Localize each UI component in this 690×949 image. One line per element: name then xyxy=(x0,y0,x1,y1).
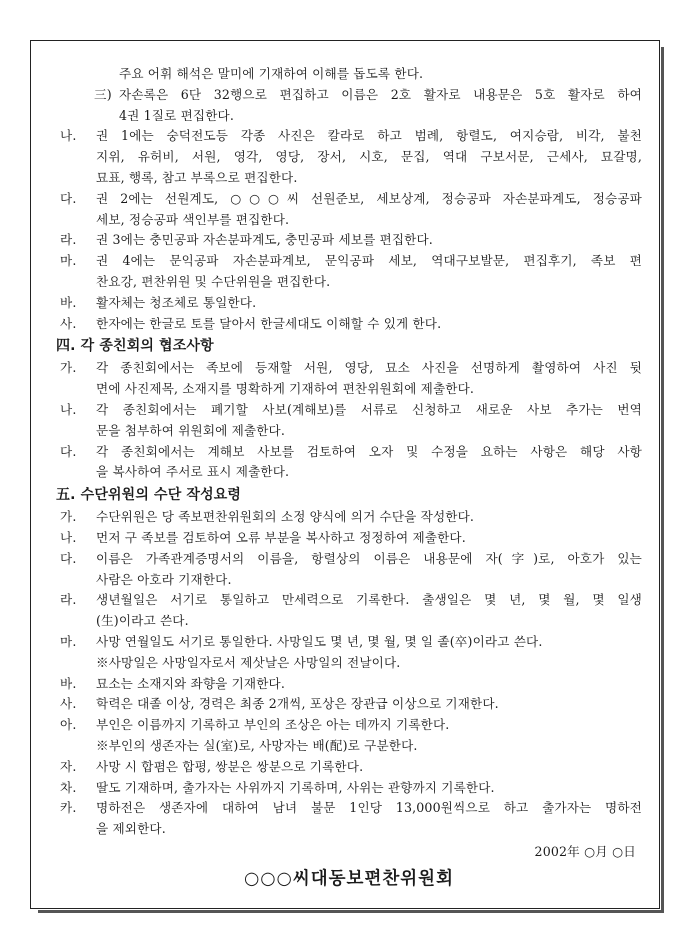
item-text: 권 4에는 문익공파 자손분파계보, 문익공파 세보, 역대구보발문, 편집후기, 족보 편 xyxy=(96,253,642,269)
item-text: 사람은 아호라 기재한다. xyxy=(96,571,232,587)
item-mark: 다. xyxy=(60,443,77,459)
item-note: ※사망일은 사망일자로서 제삿날은 사망일의 전날이다. xyxy=(96,654,401,670)
intro-item-3-cont: 4권 1질로 편집한다. xyxy=(119,107,234,123)
item-text: 묘표, 행록, 참고 부록으로 편집한다. xyxy=(96,169,298,185)
item-text: (生)이라고 쓴다. xyxy=(96,613,189,629)
section-5-list xyxy=(56,507,642,840)
item-text: 한자에는 한글로 토를 달아서 한글세대도 이해할 수 있게 한다. xyxy=(96,315,442,331)
list-item xyxy=(56,126,642,147)
item-text: 부인은 이름까지 기록하고 부인의 조상은 아는 데까지 기록한다. xyxy=(96,717,450,733)
document-date: 2002年 ○月 ○日 xyxy=(534,843,636,859)
item-text: 활자체는 청조체로 통일한다. xyxy=(96,294,257,310)
item-mark: 차. xyxy=(60,779,77,795)
item-text: 생년월일은 서기로 통일하고 만세력으로 기록한다. 출생일은 몇 년, 몇 월, 몇 일생 xyxy=(96,592,642,608)
item-text: 각 종친회에서는 폐기할 사보(계해보)를 서류로 신청하고 새로운 사보 추가는 번역 xyxy=(96,401,642,417)
list-item xyxy=(56,674,642,695)
item-text: 권 2에는 선원계도, ○○○씨 선원준보, 세보상계, 정승공파 자손분파계도, 정승공파 xyxy=(96,190,642,206)
item-mark: 마. xyxy=(60,253,77,269)
section-3-list xyxy=(56,126,642,334)
list-item xyxy=(56,715,642,736)
list-item xyxy=(56,400,642,421)
document-body xyxy=(56,64,642,889)
item-mark: 三) xyxy=(94,86,112,102)
item-mark: 자. xyxy=(60,758,77,774)
list-item-continuation xyxy=(56,147,642,168)
item-text: 딸도 기재하며, 출가자는 사위까지 기록하며, 사위는 관향까지 기록한다. xyxy=(96,779,495,795)
list-item-continuation xyxy=(56,611,642,632)
list-item-continuation xyxy=(56,210,642,231)
item-text: 명하전은 생존자에 대하여 남녀 불문 1인당 13,000원씩으로 하고 출가자는 명하전 xyxy=(96,800,642,816)
section-4-title: 四. 각 종친회의 협조사항 xyxy=(56,338,214,355)
list-item xyxy=(56,230,642,251)
list-item xyxy=(56,293,642,314)
item-mark: 나. xyxy=(60,529,77,545)
item-mark: 아. xyxy=(60,717,77,733)
item-text: 각 종친회에서는 계해보 사보를 검토하여 오자 및 수정을 요하는 사항은 해당 사항 xyxy=(96,443,642,459)
item-text: 수단위원은 당 족보편찬위원회의 소정 양식에 의거 수단을 작성한다. xyxy=(96,509,475,525)
item-mark: 카. xyxy=(60,800,77,816)
item-mark: 나. xyxy=(60,401,77,417)
section-5-title: 五. 수단위원의 수단 작성요령 xyxy=(56,487,242,504)
item-mark: 다. xyxy=(60,550,77,566)
list-item xyxy=(56,251,642,272)
list-item-continuation xyxy=(56,421,642,442)
frame-shadow-right xyxy=(661,47,664,911)
item-mark: 마. xyxy=(60,633,77,649)
list-item-continuation xyxy=(56,570,642,591)
list-item xyxy=(56,189,642,210)
list-item-continuation xyxy=(56,379,642,400)
list-item xyxy=(56,314,642,335)
intro-item-3: 三) 자손록은 6단 32행으로 편집하고 이름은 2호 활자로 내용문은 5호 활자로 하여 xyxy=(56,85,642,106)
item-text: 이름은 가족관계증명서의 이름을, 항렬상의 이름은 내용문에 자(字)로, 아호가 있는 xyxy=(96,550,642,566)
item-mark: 나. xyxy=(60,128,77,144)
item-mark: 바. xyxy=(60,675,77,691)
item-text: 사망 시 합폄은 합평, 쌍분은 쌍분으로 기록한다. xyxy=(96,758,364,774)
frame-shadow-bottom xyxy=(38,910,664,913)
item-text: 권 3에는 충민공파 자손분파계도, 충민공파 세보를 편집한다. xyxy=(96,232,433,248)
item-text: 사망 연월일도 서기로 통일한다. 사망일도 몇 년, 몇 월, 몇 일 졸(卒)이라고 쓴다. xyxy=(96,633,543,649)
intro-line: 주요 어휘 해석은 말미에 기재하여 이해를 돕도록 한다. xyxy=(119,66,424,81)
item-text: 묘소는 소재지와 좌향을 기재한다. xyxy=(96,675,286,691)
list-item-continuation xyxy=(56,272,642,293)
item-mark: 가. xyxy=(60,509,77,525)
list-item xyxy=(56,757,642,778)
list-item xyxy=(56,549,642,570)
item-note: ※부인의 생존자는 실(室)로, 사망자는 배(配)로 구분한다. xyxy=(96,737,418,753)
item-mark: 사. xyxy=(60,315,77,331)
list-item xyxy=(56,528,642,549)
list-item xyxy=(56,358,642,379)
item-text: 문을 첨부하여 위원회에 제출한다. xyxy=(96,422,286,438)
item-text: 면에 사진제목, 소재지를 명확하게 기재하여 편찬위원회에 제출한다. xyxy=(96,381,475,397)
item-text: 학력은 대졸 이상, 경력은 최종 2개씩, 포상은 장관급 이상으로 기재한다. xyxy=(96,696,499,712)
item-mark: 바. xyxy=(60,294,77,310)
section-4-list xyxy=(56,358,642,483)
item-text: 각 종친회에서는 족보에 등재할 서원, 영당, 묘소 사진을 선명하게 촬영하여 사진 뒷 xyxy=(96,360,642,376)
item-text: 을 복사하여 주서로 표시 제출한다. xyxy=(96,464,290,480)
list-item-continuation xyxy=(56,462,642,483)
item-mark: 가. xyxy=(60,360,77,376)
list-item-continuation xyxy=(56,168,642,189)
item-text: 먼저 구 족보를 검토하여 오류 부분을 복사하고 정정하여 제출한다. xyxy=(96,529,466,545)
list-item xyxy=(56,590,642,611)
list-item xyxy=(56,507,642,528)
list-item xyxy=(56,798,642,819)
item-text: 을 제외한다. xyxy=(96,821,166,837)
item-text: 권 1에는 숭덕전도등 각종 사진은 칼라로 하고 범례, 항렬도, 여지승람, 비각, 불천 xyxy=(96,128,642,144)
list-item xyxy=(56,442,642,463)
item-text: 찬요강, 편찬위원 및 수단위원을 편집한다. xyxy=(96,273,331,289)
committee-name: ○○○씨대동보편찬위원회 xyxy=(244,868,454,889)
list-item xyxy=(56,632,642,653)
item-text: 지위, 유허비, 서원, 영각, 영당, 장서, 시호, 문집, 역대 구보서문, 근세사, 묘갈명, xyxy=(96,149,642,165)
list-item-continuation xyxy=(56,819,642,840)
item-mark: 라. xyxy=(60,232,77,248)
list-item xyxy=(56,778,642,799)
item-text: 세보, 정승공파 색인부를 편집한다. xyxy=(96,211,290,227)
item-mark: 사. xyxy=(60,696,77,712)
item-mark: 라. xyxy=(60,592,77,608)
list-item xyxy=(56,694,642,715)
item-mark: 다. xyxy=(60,190,77,206)
